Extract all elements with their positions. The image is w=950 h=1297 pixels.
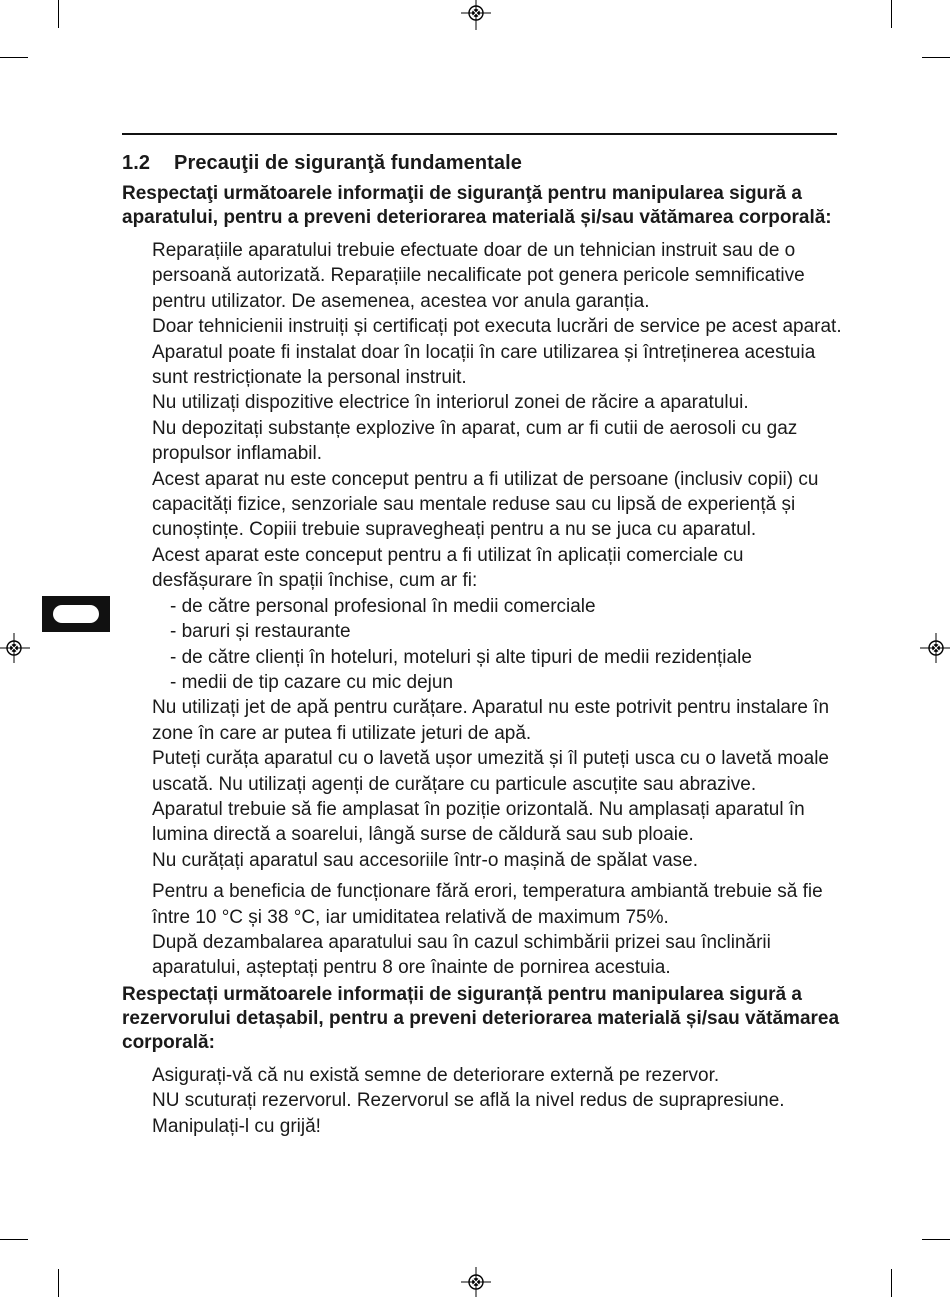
- crop-mark: [0, 1239, 28, 1240]
- list-item: Reparațiile aparatului trebuie efectuate doar de un tehnician instruit sau de o persoană autorizată. Reparațiile necalificate pot genera pericole semnificative pentru utilizator. De asemenea, acestea vor anula garanția.: [152, 240, 805, 312]
- list-item: Pentru a beneficia de funcționare fără erori, temperatura ambiantă trebuie să fie între 10 °C și 38 °C, iar umiditatea relativă de maximum 75%.: [152, 881, 823, 928]
- section-number: 1.2: [122, 152, 151, 174]
- list-item: Acest aparat nu este conceput pentru a fi utilizat de persoane (inclusiv copii) cu capacități fizice, senzoriale sau mentale reduse sau cu lipsă de experiență și cunoștințe. Copiii trebuie supravegheați pentru a nu se juca cu aparatul.: [152, 468, 819, 541]
- tank-safety-list: [152, 1063, 842, 1139]
- device-safety-intro: Respectaţi următoarele informaţii de siguranţă pentru manipularea sigură a aparatului, pentru a preveni deteriorarea materială și/sau vătămarea corporală:: [122, 183, 832, 228]
- device-safety-list: [152, 238, 842, 981]
- crop-mark: [922, 57, 950, 58]
- list-item: Nu curățați aparatul sau accesoriile într-o mașină de spălat vase.: [152, 849, 698, 871]
- registration-mark-icon: [920, 633, 950, 663]
- crop-mark: [922, 1239, 950, 1240]
- list-item: NU scuturați rezervorul. Rezervorul se află la nivel redus de suprapresiune. Manipulați-l cu grijă!: [152, 1090, 785, 1137]
- list-item: Puteți curăța aparatul cu o lavetă ușor umezită și îl puteți usca cu o lavetă moale uscată. Nu utilizați agenți de curățare cu particule ascuțite sau abrazive.: [152, 748, 829, 795]
- registration-mark-icon: [461, 1267, 491, 1297]
- header-rule: [122, 133, 837, 135]
- list-item: Nu utilizați jet de apă pentru curățare. Aparatul nu este potrivit pentru instalare în zone în care ar putea fi utilizate jeturi de apă.: [152, 697, 830, 744]
- sublist-item: - medii de tip cazare cu mic dejun: [170, 671, 454, 693]
- crop-mark: [891, 0, 892, 28]
- crop-mark: [58, 1269, 59, 1297]
- list-item: Nu utilizați dispozitive electrice în interiorul zonei de răcire a aparatului.: [152, 392, 749, 414]
- crop-mark: [0, 57, 28, 58]
- registration-mark-icon: [0, 633, 30, 663]
- list-item: Asigurați-vă că nu există semne de deteriorare externă pe rezervor.: [152, 1064, 720, 1086]
- list-item: Aparatul trebuie să fie amplasat în poziție orizontală. Nu amplasați aparatul în lumina directă a soarelui, lângă surse de căldură sau sub ploaie.: [152, 798, 805, 846]
- usage-sublist-container: [152, 594, 842, 696]
- section-title: Precauţii de siguranţă fundamentale: [174, 152, 523, 174]
- language-tab-marker: [53, 605, 99, 623]
- sublist-item: - de către clienți în hoteluri, moteluri și alte tipuri de medii rezidențiale: [170, 646, 752, 668]
- tank-safety-intro: Respectați următoarele informații de siguranță pentru manipularea sigură a rezervorului detașabil, pentru a preveni deteriorarea materială și/sau vătămarea corporală:: [122, 983, 840, 1053]
- list-item: Doar tehnicienii instruiți și certificați pot executa lucrări de service pe acest aparat. Aparatul poate fi instalat doar în locații în care utilizarea și întreținerea acestuia sunt restricționate la personal instruit.: [152, 316, 842, 389]
- list-item: Nu depozitați substanțe explozive în aparat, cum ar fi cutii de aerosoli cu gaz propulsor inflamabil.: [152, 417, 798, 465]
- crop-mark: [58, 0, 59, 28]
- section-heading: [122, 150, 842, 176]
- registration-mark-icon: [461, 0, 491, 30]
- list-item: Acest aparat este conceput pentru a fi utilizat în aplicații comerciale cu desfășurare în spații închise, cum ar fi:: [152, 544, 744, 592]
- sublist-item: - de către personal profesional în medii comerciale: [170, 595, 596, 617]
- usage-sublist: [170, 594, 842, 696]
- sublist-item: - baruri și restaurante: [170, 621, 351, 643]
- language-tab: [42, 596, 110, 632]
- list-item: După dezambalarea aparatului sau în cazul schimbării prizei sau înclinării aparatului, așteptați pentru 8 ore înainte de pornirea acestuia.: [152, 931, 771, 979]
- crop-mark: [891, 1269, 892, 1297]
- page-content: [122, 150, 842, 1139]
